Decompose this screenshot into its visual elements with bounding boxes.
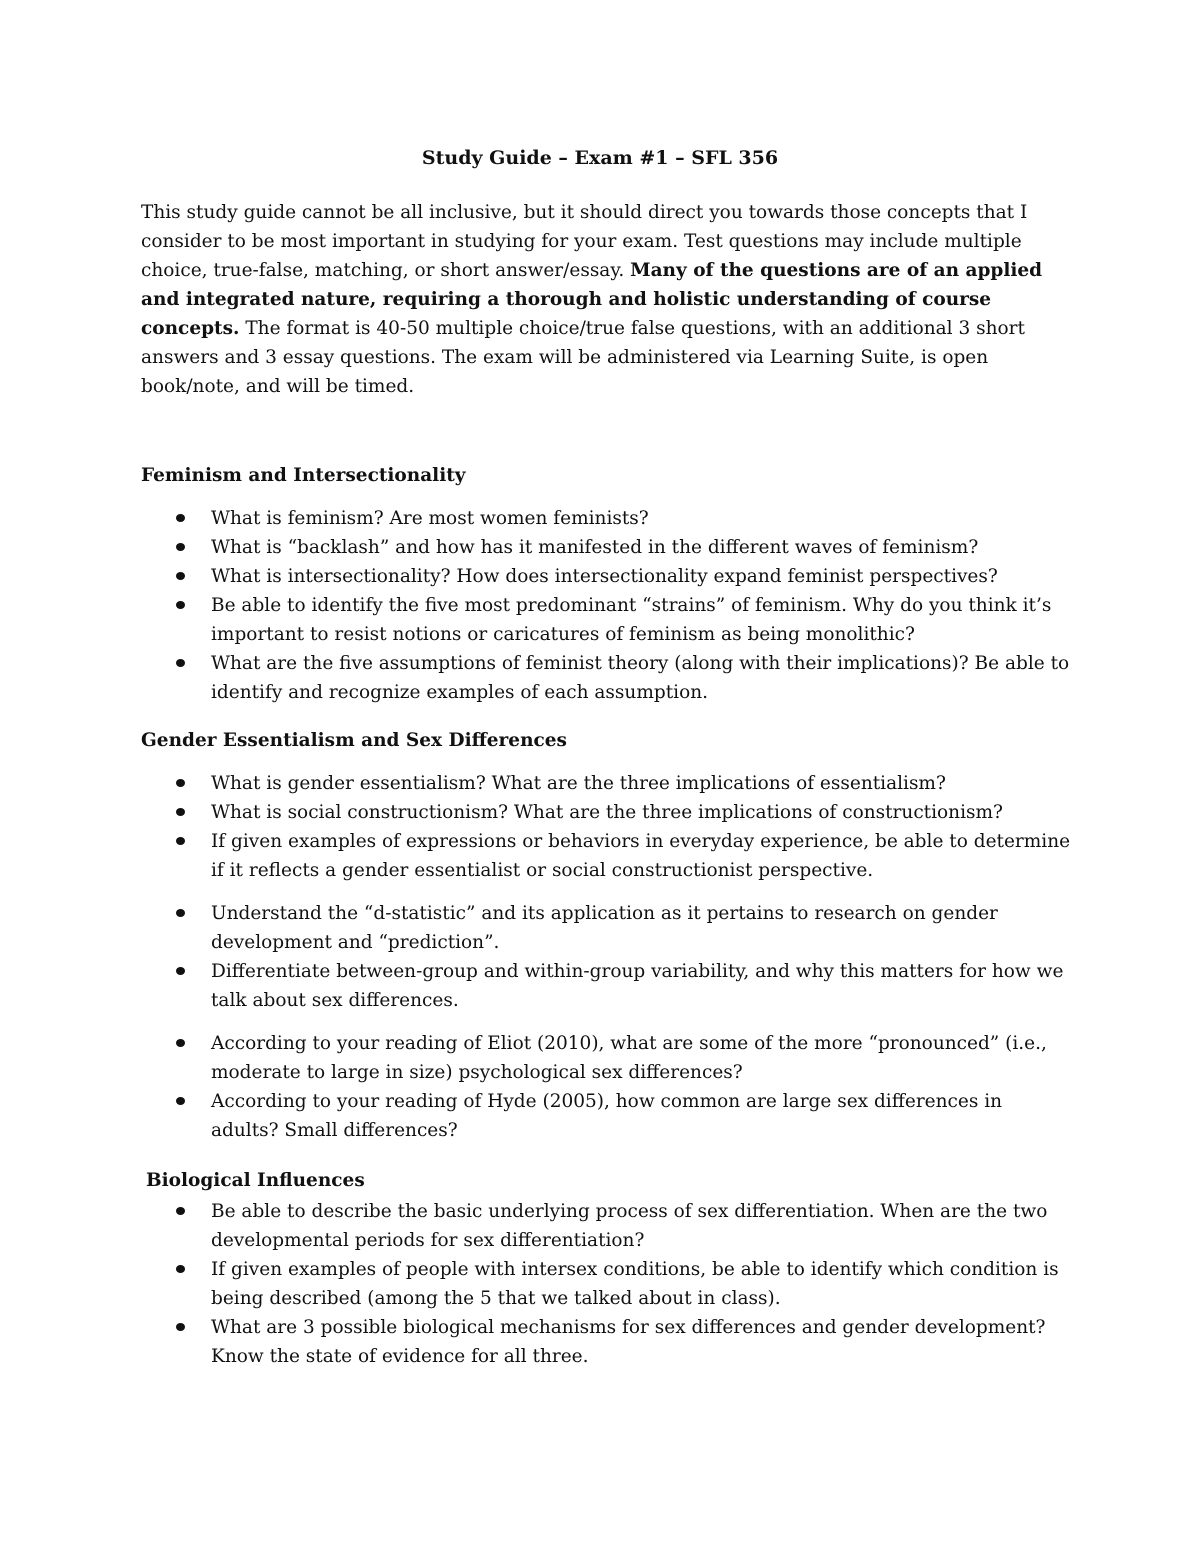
- bullet-icon: [176, 909, 185, 917]
- bullet-icon: [176, 779, 185, 787]
- section-gender-essentialism: [141, 727, 1071, 1145]
- bullet-list: [141, 769, 1071, 1145]
- bullet-icon: [176, 659, 185, 667]
- list-item-text: What is gender essentialism? What are the three implications of essentialism?: [211, 773, 946, 794]
- bullet-icon: [176, 967, 185, 975]
- list-item: [141, 899, 1071, 957]
- list-item: [141, 1197, 1076, 1255]
- list-item-text: If given examples of people with intersex conditions, be able to identify which condition is being described (among the 5 that we talked about in class).: [211, 1259, 1059, 1309]
- list-item-text: What is “backlash” and how has it manifested in the different waves of feminism?: [211, 537, 979, 558]
- bullet-list: [141, 504, 1071, 707]
- section-feminism: [141, 462, 1071, 707]
- list-item-text: Be able to describe the basic underlying process of sex differentiation. When are the two developmental periods for sex differentiation?: [211, 1201, 1048, 1251]
- bullet-icon: [176, 1039, 185, 1047]
- list-item: [141, 591, 1071, 649]
- list-item-text: According to your reading of Hyde (2005), how common are large sex differences in adults? Small differences?: [211, 1091, 1003, 1141]
- list-item: [141, 798, 1071, 827]
- list-item: [141, 1255, 1076, 1313]
- bullet-icon: [176, 514, 185, 522]
- list-item-text: What are the five assumptions of feminist theory (along with their implications)? Be able to identify and recognize examples of each assumption.: [211, 653, 1070, 703]
- bullet-icon: [176, 1097, 185, 1105]
- intro-text-bold: Many of the questions are of an applied and integrated nature, requiring a thorough and holistic understanding of course concepts.: [141, 260, 1043, 339]
- list-item: [141, 504, 1071, 533]
- section-heading: Gender Essentialism and Sex Differences: [141, 730, 567, 751]
- list-item: [141, 957, 1071, 1015]
- section-biological-influences: [146, 1167, 1076, 1371]
- section-heading: Biological Influences: [146, 1170, 365, 1191]
- intro-text-part1: This study guide cannot be all inclusive, but it should direct you towards those concepts that I consider to be most important in studying for your exam. Test questions may include multiple choice, true-false, matching, or short answer/essay.: [141, 202, 1028, 281]
- bullet-icon: [176, 808, 185, 816]
- list-item-text: According to your reading of Eliot (2010), what are some of the more “pronounced” (i.e., moderate to large in size) psychological sex differences?: [211, 1033, 1047, 1083]
- bullet-icon: [176, 572, 185, 580]
- list-item-text: What is social constructionism? What are the three implications of constructionism?: [211, 802, 1003, 823]
- bullet-list: [141, 1197, 1076, 1371]
- list-item: [141, 1029, 1071, 1087]
- bullet-icon: [176, 543, 185, 551]
- section-heading: Feminism and Intersectionality: [141, 465, 466, 486]
- list-item-text: If given examples of expressions or behaviors in everyday experience, be able to determine if it reflects a gender essentialist or social constructionist perspective.: [211, 831, 1071, 881]
- bullet-icon: [176, 1323, 185, 1331]
- list-item-text: Be able to identify the five most predominant “strains” of feminism. Why do you think it’s important to resist notions or caricatures of feminism as being monolithic?: [211, 595, 1052, 645]
- list-item: [141, 769, 1071, 798]
- list-item-text: Understand the “d-statistic” and its application as it pertains to research on gender development and “prediction”.: [211, 903, 998, 953]
- list-item-text: What are 3 possible biological mechanisms for sex differences and gender development? Know the state of evidence for all three.: [211, 1317, 1046, 1367]
- list-item-text: What is feminism? Are most women feminists?: [211, 508, 649, 529]
- list-item: [141, 1087, 1071, 1145]
- list-item: [141, 827, 1071, 885]
- bullet-icon: [176, 1265, 185, 1273]
- intro-text-part2: The format is 40-50 multiple choice/true false questions, with an additional 3 short answers and 3 essay questions. The exam will be administered via Learning Suite, is open book/note, and will be timed.: [141, 318, 1025, 397]
- list-item: [141, 649, 1071, 707]
- intro-paragraph: [141, 198, 1061, 401]
- list-item: [141, 1313, 1076, 1371]
- bullet-icon: [176, 601, 185, 609]
- document-title: Study Guide – Exam #1 – SFL 356: [421, 147, 779, 169]
- bullet-icon: [176, 837, 185, 845]
- list-item: [141, 533, 1071, 562]
- list-item: [141, 562, 1071, 591]
- list-item-text: Differentiate between-group and within-group variability, and why this matters for how we talk about sex differences.: [211, 961, 1064, 1011]
- bullet-icon: [176, 1207, 185, 1215]
- list-item-text: What is intersectionality? How does intersectionality expand feminist perspectives?: [211, 566, 998, 587]
